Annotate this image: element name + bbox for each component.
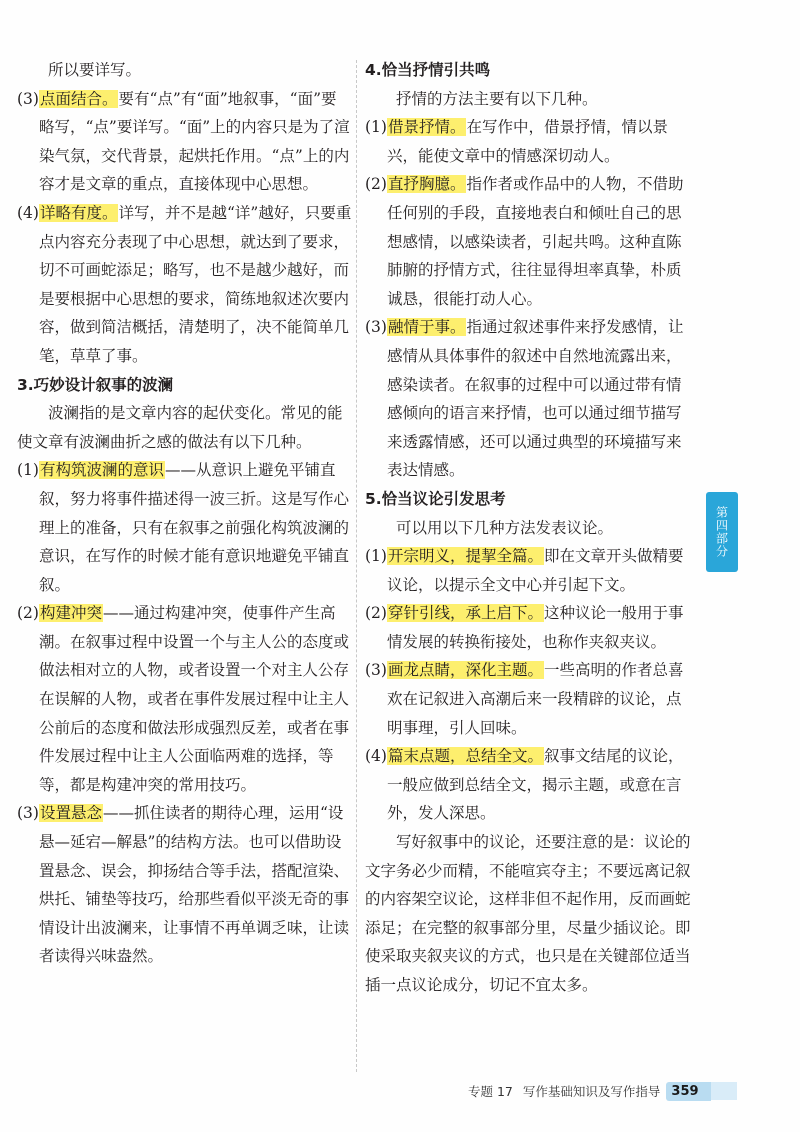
section-heading-5: 5.恰当议论引发思考 bbox=[365, 489, 506, 508]
highlighted-term: 穿针引线，承上启下。 bbox=[387, 604, 543, 623]
part-tab-label: 第四部分 bbox=[714, 506, 729, 558]
list-item-emotion-in-events bbox=[365, 313, 695, 485]
list-item-transition bbox=[365, 599, 695, 656]
footer-title: 写作基础知识及写作指导 bbox=[522, 1084, 661, 1099]
footer-color-bar bbox=[711, 1082, 737, 1100]
footer-topic: 专题 17 bbox=[468, 1084, 513, 1099]
item-number: (4) bbox=[365, 747, 387, 766]
item-number: (2) bbox=[17, 604, 39, 623]
highlighted-term: 设置悬念 bbox=[39, 804, 102, 823]
highlighted-term: 有构筑波澜的意识 bbox=[39, 461, 164, 480]
section-intro-3: 波澜指的是文章内容的起伏变化。常见的能使文章有波澜曲折之感的做法有以下几种。 bbox=[17, 404, 343, 451]
item-text: 要有“点”有“面”地叙事，“面”要略写，“点”要详写。“面”上的内容只是为了渲染气氛，交代背景，起烘托作用。“点”上的内容才是文章的重点，直接体现中心思想。 bbox=[38, 89, 350, 194]
item-number: (1) bbox=[365, 547, 387, 566]
highlighted-term: 借景抒情。 bbox=[387, 118, 466, 137]
page-number: 359 bbox=[666, 1082, 710, 1101]
list-item-ending-summary bbox=[365, 742, 695, 828]
item-number: (3) bbox=[17, 89, 39, 108]
item-number: (3) bbox=[365, 661, 387, 680]
item-number: (2) bbox=[365, 604, 387, 623]
item-text: 指作者或作品中的人物，不借助任何别的手段，直接地表白和倾吐自己的思想感情，以感染读者，引起共鸣。这种直陈肺腑的抒情方式，往往显得坦率真挚，朴质诚恳，很能打动人心。 bbox=[386, 175, 684, 308]
list-item-conflict bbox=[17, 599, 352, 799]
item-text: 这种议论一般用于事情发展的转换衔接处，也称作夹叙夹议。 bbox=[386, 604, 684, 651]
item-text: 指通过叙述事件来抒发感情，让感情从具体事件的叙述中自然地流露出来，感染读者。在叙事的过程中可以通过带有情感倾向的语言来抒情，也可以通过细节描写来透露情感，还可以通过典型的环境描写来表达情感。 bbox=[386, 318, 684, 480]
highlighted-term: 点面结合。 bbox=[39, 89, 118, 108]
highlighted-term: 开宗明义，提挈全篇。 bbox=[387, 547, 543, 566]
highlighted-term: 直抒胸臆。 bbox=[387, 175, 466, 194]
highlighted-term: 融情于事。 bbox=[387, 318, 466, 337]
list-item-wave-awareness bbox=[17, 456, 352, 599]
highlighted-term: 画龙点睛，深化主题。 bbox=[387, 661, 543, 680]
item-number: (2) bbox=[365, 175, 387, 194]
paragraph-continued: 所以要详写。 bbox=[48, 61, 142, 79]
right-column bbox=[365, 56, 695, 1000]
list-item-direct-expression bbox=[365, 170, 695, 313]
item-text: ——从意识上避免平铺直叙，努力将事件描述得一波三折。这是写作心理上的准备，只有在叙事之前强化构筑波澜的意识，在写作的时候才能有意识地避免平铺直叙。 bbox=[38, 461, 349, 594]
item-text: 详写，并不是越“详”越好，只要重点内容充分表现了中心思想，就达到了要求，切不可画蛇添足；略写，也不是越少越好，而是要根据中心思想的要求，简练地叙述次要内容，做到简洁概括，清楚明了，决不能简单几笔，草草了事。 bbox=[38, 203, 352, 365]
section-intro-4: 抒情的方法主要有以下几种。 bbox=[396, 89, 598, 108]
item-number: (3) bbox=[365, 318, 387, 337]
item-number: (3) bbox=[17, 804, 39, 823]
item-text: ——通过构建冲突，使事件产生高潮。在叙事过程中设置一个与主人公的态度或做法相对立的人物，或者设置一个对主人公存在误解的人物，或者在事件发展过程中让主人公前后的态度和做法形成强烈反差，或者在事件发展过程中让主人公面临两难的选择，等等，都是构建冲突的常用技巧。 bbox=[38, 604, 349, 794]
section-intro-5: 可以用以下几种方法发表议论。 bbox=[396, 518, 614, 537]
highlighted-term: 篇末点题，总结全文。 bbox=[387, 747, 543, 766]
column-divider bbox=[356, 60, 357, 1072]
list-item-finishing-touch bbox=[365, 656, 695, 742]
part-side-tab bbox=[706, 492, 738, 572]
left-column bbox=[17, 56, 352, 971]
item-text: ——抓住读者的期待心理，运用“设悬—延宕—解悬”的结构方法。也可以借助设置悬念、误会，抑扬结合等手法，搭配渲染、烘托、铺垫等技巧，给那些看似平淡无奇的事情设计出波澜来，让事情不再单调乏味，让读者读得兴味盎然。 bbox=[38, 804, 349, 966]
item-text: 在写作中，借景抒情，情以景兴，能使文章中的情感深切动人。 bbox=[386, 118, 668, 165]
section-heading-3: 3.巧妙设计叙事的波澜 bbox=[17, 375, 174, 394]
list-item-scene-emotion bbox=[365, 113, 695, 170]
item-text: 叙事文结尾的议论，一般应做到总结全文，揭示主题，或意在言外，发人深思。 bbox=[386, 747, 684, 823]
list-item-suspense bbox=[17, 799, 352, 971]
item-text: 即在文章开头做精要议论，以提示全文中心并引起下文。 bbox=[386, 547, 684, 594]
highlighted-term: 详略有度。 bbox=[39, 203, 118, 222]
list-item-detail-balance bbox=[17, 199, 352, 371]
list-item-point-surface bbox=[17, 85, 352, 199]
highlighted-term: 构建冲突 bbox=[39, 604, 102, 623]
item-number: (4) bbox=[17, 203, 39, 222]
item-text: 一些高明的作者总喜欢在记叙进入高潮后来一段精辟的议论，点明事理，引人回味。 bbox=[386, 661, 684, 737]
section-heading-4: 4.恰当抒情引共鸣 bbox=[365, 61, 491, 79]
closing-paragraph: 写好叙事中的议论，还要注意的是：议论的文字务必少而精，不能喧宾夺主；不要远离记叙的内容架空议论，这样非但不起作用，反而画蛇添足；在完整的叙事部分里，尽量少插议论。即使采取夹叙夹议的方式，也只是在关键部位适当插一点议论成分，切记不宜太多。 bbox=[365, 833, 691, 994]
item-number: (1) bbox=[17, 461, 39, 480]
list-item-open-statement bbox=[365, 542, 695, 599]
page-footer bbox=[468, 1080, 737, 1102]
item-number: (1) bbox=[365, 118, 387, 137]
